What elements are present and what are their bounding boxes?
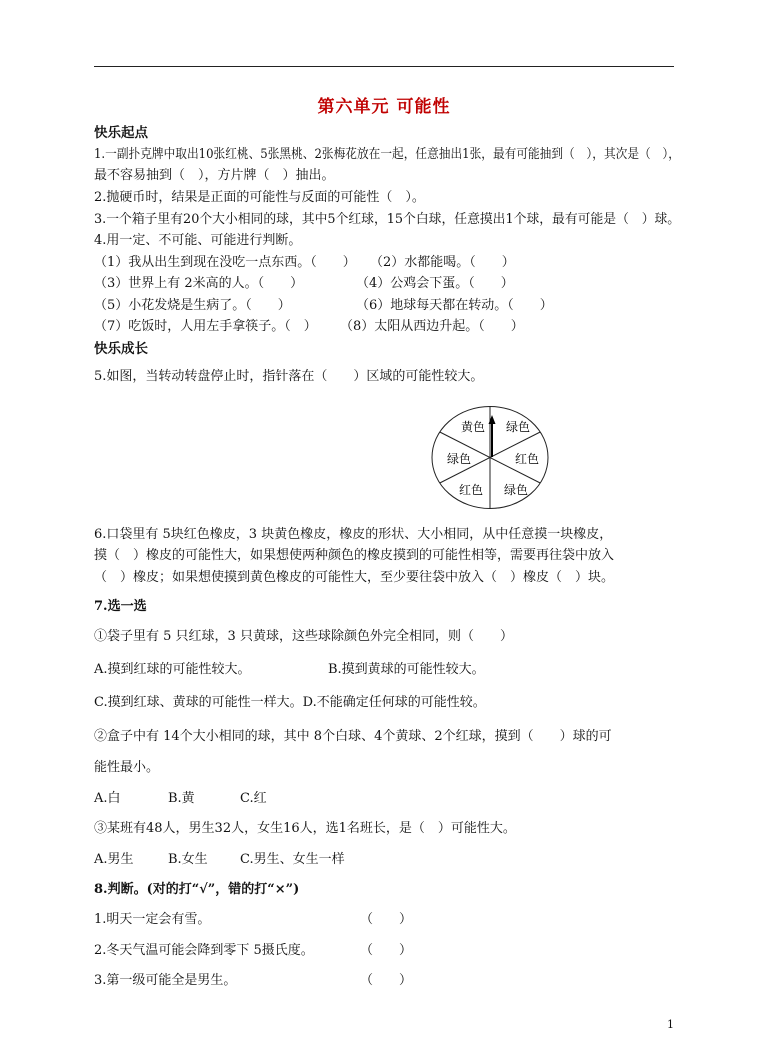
question-4-item-5: （5）小花发烧是生病了。（ ） — [94, 298, 291, 313]
question-8-item-2-blank: （ ） — [360, 943, 413, 958]
question-5: 5.如图，当转动转盘停止时，指针落在（ ）区域的可能性较大。 — [94, 369, 484, 384]
question-7-stem: 7.选一选 — [94, 599, 147, 614]
question-7-part-2-line-1: ②盒子中有 14个大小相同的球，其中 8个白球、4个黄球、2个红球，摸到（ ）球的可 — [94, 729, 612, 744]
spinner-diagram — [430, 405, 550, 510]
page-title: 第六单元 可能性 — [317, 97, 451, 117]
question-7-part-2-line-2: 能性最小。 — [94, 760, 160, 775]
question-4-item-6: （6）地球每天都在转动。（ ） — [356, 298, 553, 313]
question-8-item-1: 1.明天一定会有雪。 — [94, 912, 211, 927]
question-8-item-1-blank: （ ） — [360, 912, 413, 927]
question-7-part-1-option-a: A.摸到红球的可能性较大。 — [94, 662, 251, 677]
question-8-item-2: 2.冬天气温可能会降到零下 5摄氏度。 — [94, 943, 314, 958]
question-7-part-1-option-b: B.摸到黄球的可能性较大。 — [328, 662, 485, 677]
sector-label-1: 黄色 — [460, 420, 486, 434]
sector-label-3: 红色 — [514, 452, 540, 466]
question-7-part-3-option-b: B.女生 — [168, 852, 208, 867]
question-7-part-3-stem: ③某班有48人，男生32人，女生16人，选1名班长，是（ ）可能性大。 — [94, 821, 516, 836]
sector-label-4: 绿色 — [503, 483, 529, 497]
question-3: 3.一个箱子里有20个大小相同的球，其中5个红球，15个白球，任意摸出1个球，最有可能是（ ）球。 — [94, 212, 681, 227]
question-8-stem: 8.判断。(对的打“√”，错的打“×”) — [94, 882, 300, 897]
question-1-line-2: 最不容易抽到（ ），方片牌（ ）抽出。 — [94, 168, 335, 183]
question-4-item-7: （7）吃饭时，人用左手拿筷子。（ ） — [94, 319, 317, 334]
header-rule — [94, 66, 674, 67]
section-heading-happy-growth: 快乐成长 — [94, 341, 148, 357]
sector-label-5: 红色 — [458, 483, 484, 497]
question-8-item-3: 3.第一级可能全是男生。 — [94, 973, 237, 988]
question-4-item-4: （4）公鸡会下蛋。（ ） — [356, 276, 514, 291]
question-2: 2.抛硬币时，结果是正面的可能性与反面的可能性（ ）。 — [94, 190, 425, 205]
question-7-part-2-option-a: A.白 — [94, 791, 121, 806]
question-7-part-1-options-c-d: C.摸到红球、黄球的可能性一样大。D.不能确定任何球的可能性较。 — [94, 695, 486, 710]
question-7-part-3-option-a: A.男生 — [94, 852, 134, 867]
question-6-line-1: 6.口袋里有 5块红色橡皮，3 块黄色橡皮，橡皮的形状、大小相同，从中任意摸一块橡皮， — [94, 527, 613, 542]
question-4-item-3: （3）世界上有 2米高的人。（ ） — [94, 276, 304, 291]
question-7-part-2-option-c: C.红 — [240, 791, 267, 806]
question-7-part-2-option-b: B.黄 — [168, 791, 195, 806]
sector-label-2: 绿色 — [505, 420, 531, 434]
question-7-part-1-stem: ①袋子里有 5 只红球，3 只黄球，这些球除颜色外完全相同，则（ ） — [94, 629, 513, 644]
question-8-item-3-blank: （ ） — [360, 973, 413, 988]
question-6-line-2: 摸（ ）橡皮的可能性大，如果想使两种颜色的橡皮摸到的可能性相等，需要再往袋中放入 — [94, 548, 615, 563]
question-4-stem: 4.用一定、不可能、可能进行判断。 — [94, 233, 302, 248]
page-number: 1 — [667, 1018, 674, 1031]
question-7-part-3-option-c: C.男生、女生一样 — [240, 852, 345, 867]
question-4-item-1: （1）我从出生到现在没吃一点东西。（ ） — [94, 255, 356, 270]
sector-label-6: 绿色 — [446, 452, 472, 466]
question-1-line-1: 1.一副扑克牌中取出10张红桃、5张黑桃、2张梅花放在一起，任意抽出1张，最有可能抽到（ ），其次是（ ）， — [94, 147, 680, 162]
question-6-line-3: （ ）橡皮；如果想使摸到黄色橡皮的可能性大，至少要往袋中放入（ ）橡皮（ ）块。 — [94, 570, 615, 585]
question-4-item-8: （8）太阳从西边升起。（ ） — [340, 319, 524, 334]
section-heading-happy-start: 快乐起点 — [94, 125, 148, 141]
question-4-item-2: （2）水都能喝。（ ） — [370, 255, 515, 270]
